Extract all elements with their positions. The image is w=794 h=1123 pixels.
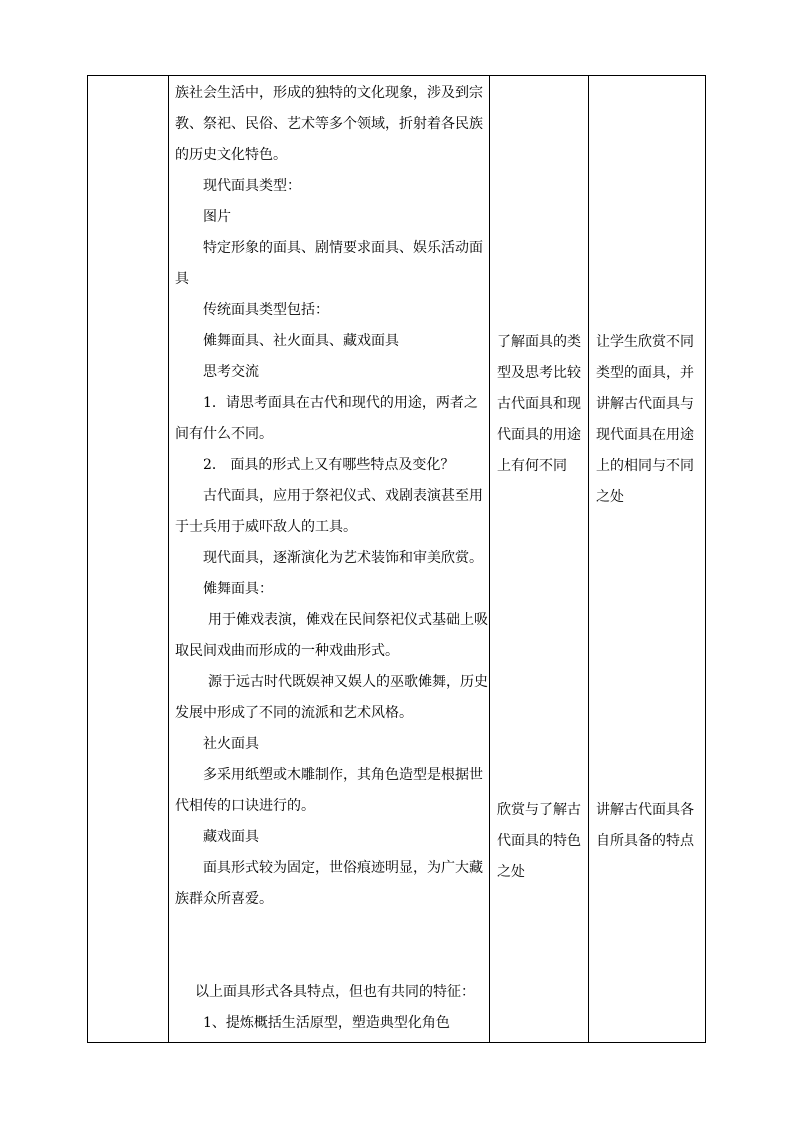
content-paragraph: 古代面具，应用于祭祀仪式、戏剧表演甚至用于士兵用于威吓敌人的工具。 — [175, 488, 483, 535]
design-intent-note: 讲解古代面具各自所具备的特点 — [596, 802, 694, 849]
student-activity-note: 了解面具的类型及思考比较古代面具和现代面具的用途上有何不同 — [497, 334, 581, 474]
content-paragraph: 以上面具形式各具特点，但也有共同的特征： — [195, 984, 475, 1000]
content-paragraph: 传统面具类型包括： — [203, 302, 329, 318]
content-paragraph: 图片 — [203, 209, 231, 225]
stage-cell — [88, 76, 168, 1042]
lesson-table — [87, 75, 706, 1043]
content-paragraph: 藏戏面具 — [203, 829, 259, 845]
content-paragraph: 现代面具，逐渐演化为艺术装饰和审美欣赏。 — [203, 550, 483, 566]
content-paragraph: 特定形象的面具、剧情要求面具、娱乐活动面具 — [175, 240, 483, 287]
student-activity-note: 欣赏与了解古代面具的特色之处 — [497, 802, 581, 880]
student-activity-cell — [490, 76, 588, 1042]
content-paragraph: 面具形式较为固定，世俗痕迹明显，为广大藏族群众所喜爱。 — [175, 860, 483, 907]
design-intent-cell — [589, 76, 705, 1042]
content-paragraph: 傩舞面具、社火面具、藏戏面具 — [203, 333, 399, 349]
content-paragraph: 1．请思考面具在古代和现代的用途，两者之间有什么不同。 — [175, 395, 478, 442]
content-paragraph: 用于傩戏表演，傩戏在民间祭祀仪式基础上吸取民间戏曲而形成的一种戏曲形式。 — [175, 612, 488, 659]
teaching-content-cell — [169, 78, 488, 1042]
design-intent-note: 让学生欣赏不同类型的面具，并讲解古代面具与现代面具在用途上的相同与不同之处 — [596, 334, 694, 505]
content-paragraph: 2． 面具的形式上又有哪些特点及变化？ — [203, 457, 455, 473]
content-paragraph: 1、提炼概括生活原型，塑造典型化角色 — [203, 1015, 450, 1031]
content-paragraph: 社火面具 — [203, 736, 259, 752]
content-paragraph: 族社会生活中，形成的独特的文化现象，涉及到宗教、祭祀、民俗、艺术等多个领域，折射着各民族的历史文化特色。 — [175, 85, 483, 163]
content-paragraph: 现代面具类型： — [203, 178, 301, 194]
content-paragraph: 源于远古时代既娱神又娱人的巫歌傩舞，历史发展中形成了不同的流派和艺术风格。 — [175, 674, 488, 721]
content-paragraph: 傩舞面具： — [203, 581, 273, 597]
content-paragraph: 多采用纸塑或木雕制作，其角色造型是根据世代相传的口诀进行的。 — [175, 767, 483, 814]
content-paragraph: 思考交流 — [203, 364, 259, 380]
